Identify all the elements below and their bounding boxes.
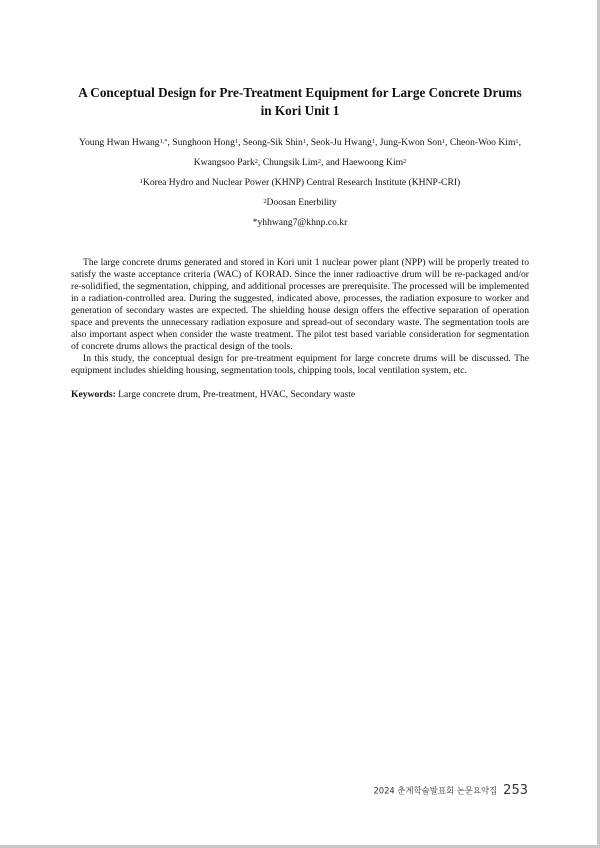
keywords-label: Keywords: (71, 388, 116, 400)
title-line-2: in Kori Unit 1 (260, 103, 340, 118)
keywords-text: Large concrete drum, Pre-treatment, HVAC, Secondary waste (118, 388, 356, 400)
author-affiliation-mark: 2 (317, 158, 322, 165)
author-list (71, 133, 529, 173)
author-line-1: Young Hwan Hwang$^{1,*}$, Sunghoon Hong$^1$, Seong-Sik Shin$^1$, Seok-Ju Hwang$^1$, Jung-Kwon Son$^1$, Cheon-Woo Kim$^1$, (79, 137, 521, 148)
author: Jung-Kwon Son (379, 137, 442, 148)
abstract-paragraph-2: In this study, the conceptual design for pre-treatment equipment for large concrete drums will be discussed. The equipment includes shielding housing, segmentation tools, chipping tools, local ventilation system, etc. (71, 352, 529, 376)
abstract (71, 257, 529, 377)
author: Seok-Ju Hwang (310, 137, 372, 148)
affiliation-2 (71, 193, 529, 213)
author-affiliation-mark: 2 (403, 158, 407, 165)
affiliation-mark: 1 (139, 178, 143, 185)
author: Cheon-Woo Kim (449, 137, 516, 148)
affiliation-mark: 2 (263, 198, 267, 205)
author-affiliation-mark: 1 (371, 138, 375, 145)
conference-name: 2024 춘계학술발표회 논문요약집 (373, 785, 498, 796)
corresponding-email: *yhhwang7@khnp.co.kr (252, 217, 348, 228)
author: Kwangsoo Park (193, 157, 255, 168)
author-affiliation-mark: 1 (441, 138, 446, 145)
author: Seong-Sik Shin (242, 137, 303, 148)
author: Chungsik Lim (262, 157, 318, 168)
author-affiliation-mark: 1 (234, 138, 239, 145)
author-affiliation-mark: 1 (515, 138, 519, 145)
affiliation-text: Korea Hydro and Nuclear Power (KHNP) Central Research Institute (KHNP-CRI) (142, 177, 461, 188)
author: and Haewoong Kim (325, 157, 404, 168)
paper-content (71, 84, 529, 401)
author: Young Hwan Hwang (79, 137, 160, 148)
affiliation-text: Doosan Enerbility (266, 197, 337, 208)
page-number: 253 (503, 783, 528, 798)
page-footer (373, 780, 528, 799)
affiliation-1 (71, 173, 529, 193)
author-affiliation-mark: 2 (254, 158, 258, 165)
paper-title (71, 84, 529, 120)
title-line-1: A Conceptual Design for Pre-Treatment Equipment for Large Concrete Drums (78, 85, 522, 100)
author: Sunghoon Hong (172, 137, 235, 148)
abstract-paragraph-1: The large concrete drums generated and stored in Kori unit 1 nuclear power plant (NPP) will be properly treated to satisfy the waste acceptance criteria (WAC) of KORAD. Since the inner radioactive drum will be re-packaged and/or re-solidified, the segmentation, chipping, and additional processes are prerequisite. The processed will be implemented in a radiation-controlled area. During the suggested, indicated above, processes, the radiation exposure to worker and generation of secondary wastes are expected. The shielding house design offers the effective separation of operation space and prevents the unnecessary radiation exposure and spread-out of secondary waste. The segmentation tools are also important aspect when consider the waste treatment. The pilot test based variable consideration for segmentation of concrete drums allows the practical design of the tools. (71, 257, 529, 352)
keywords (71, 389, 529, 401)
author-line-2: Kwangsoo Park$^2$, Chungsik Lim$^2$, and Haewoong Kim$^2$ (193, 157, 407, 168)
author-affiliation-mark: 1,* (159, 138, 168, 145)
author-affiliation-mark: 1 (302, 138, 306, 145)
